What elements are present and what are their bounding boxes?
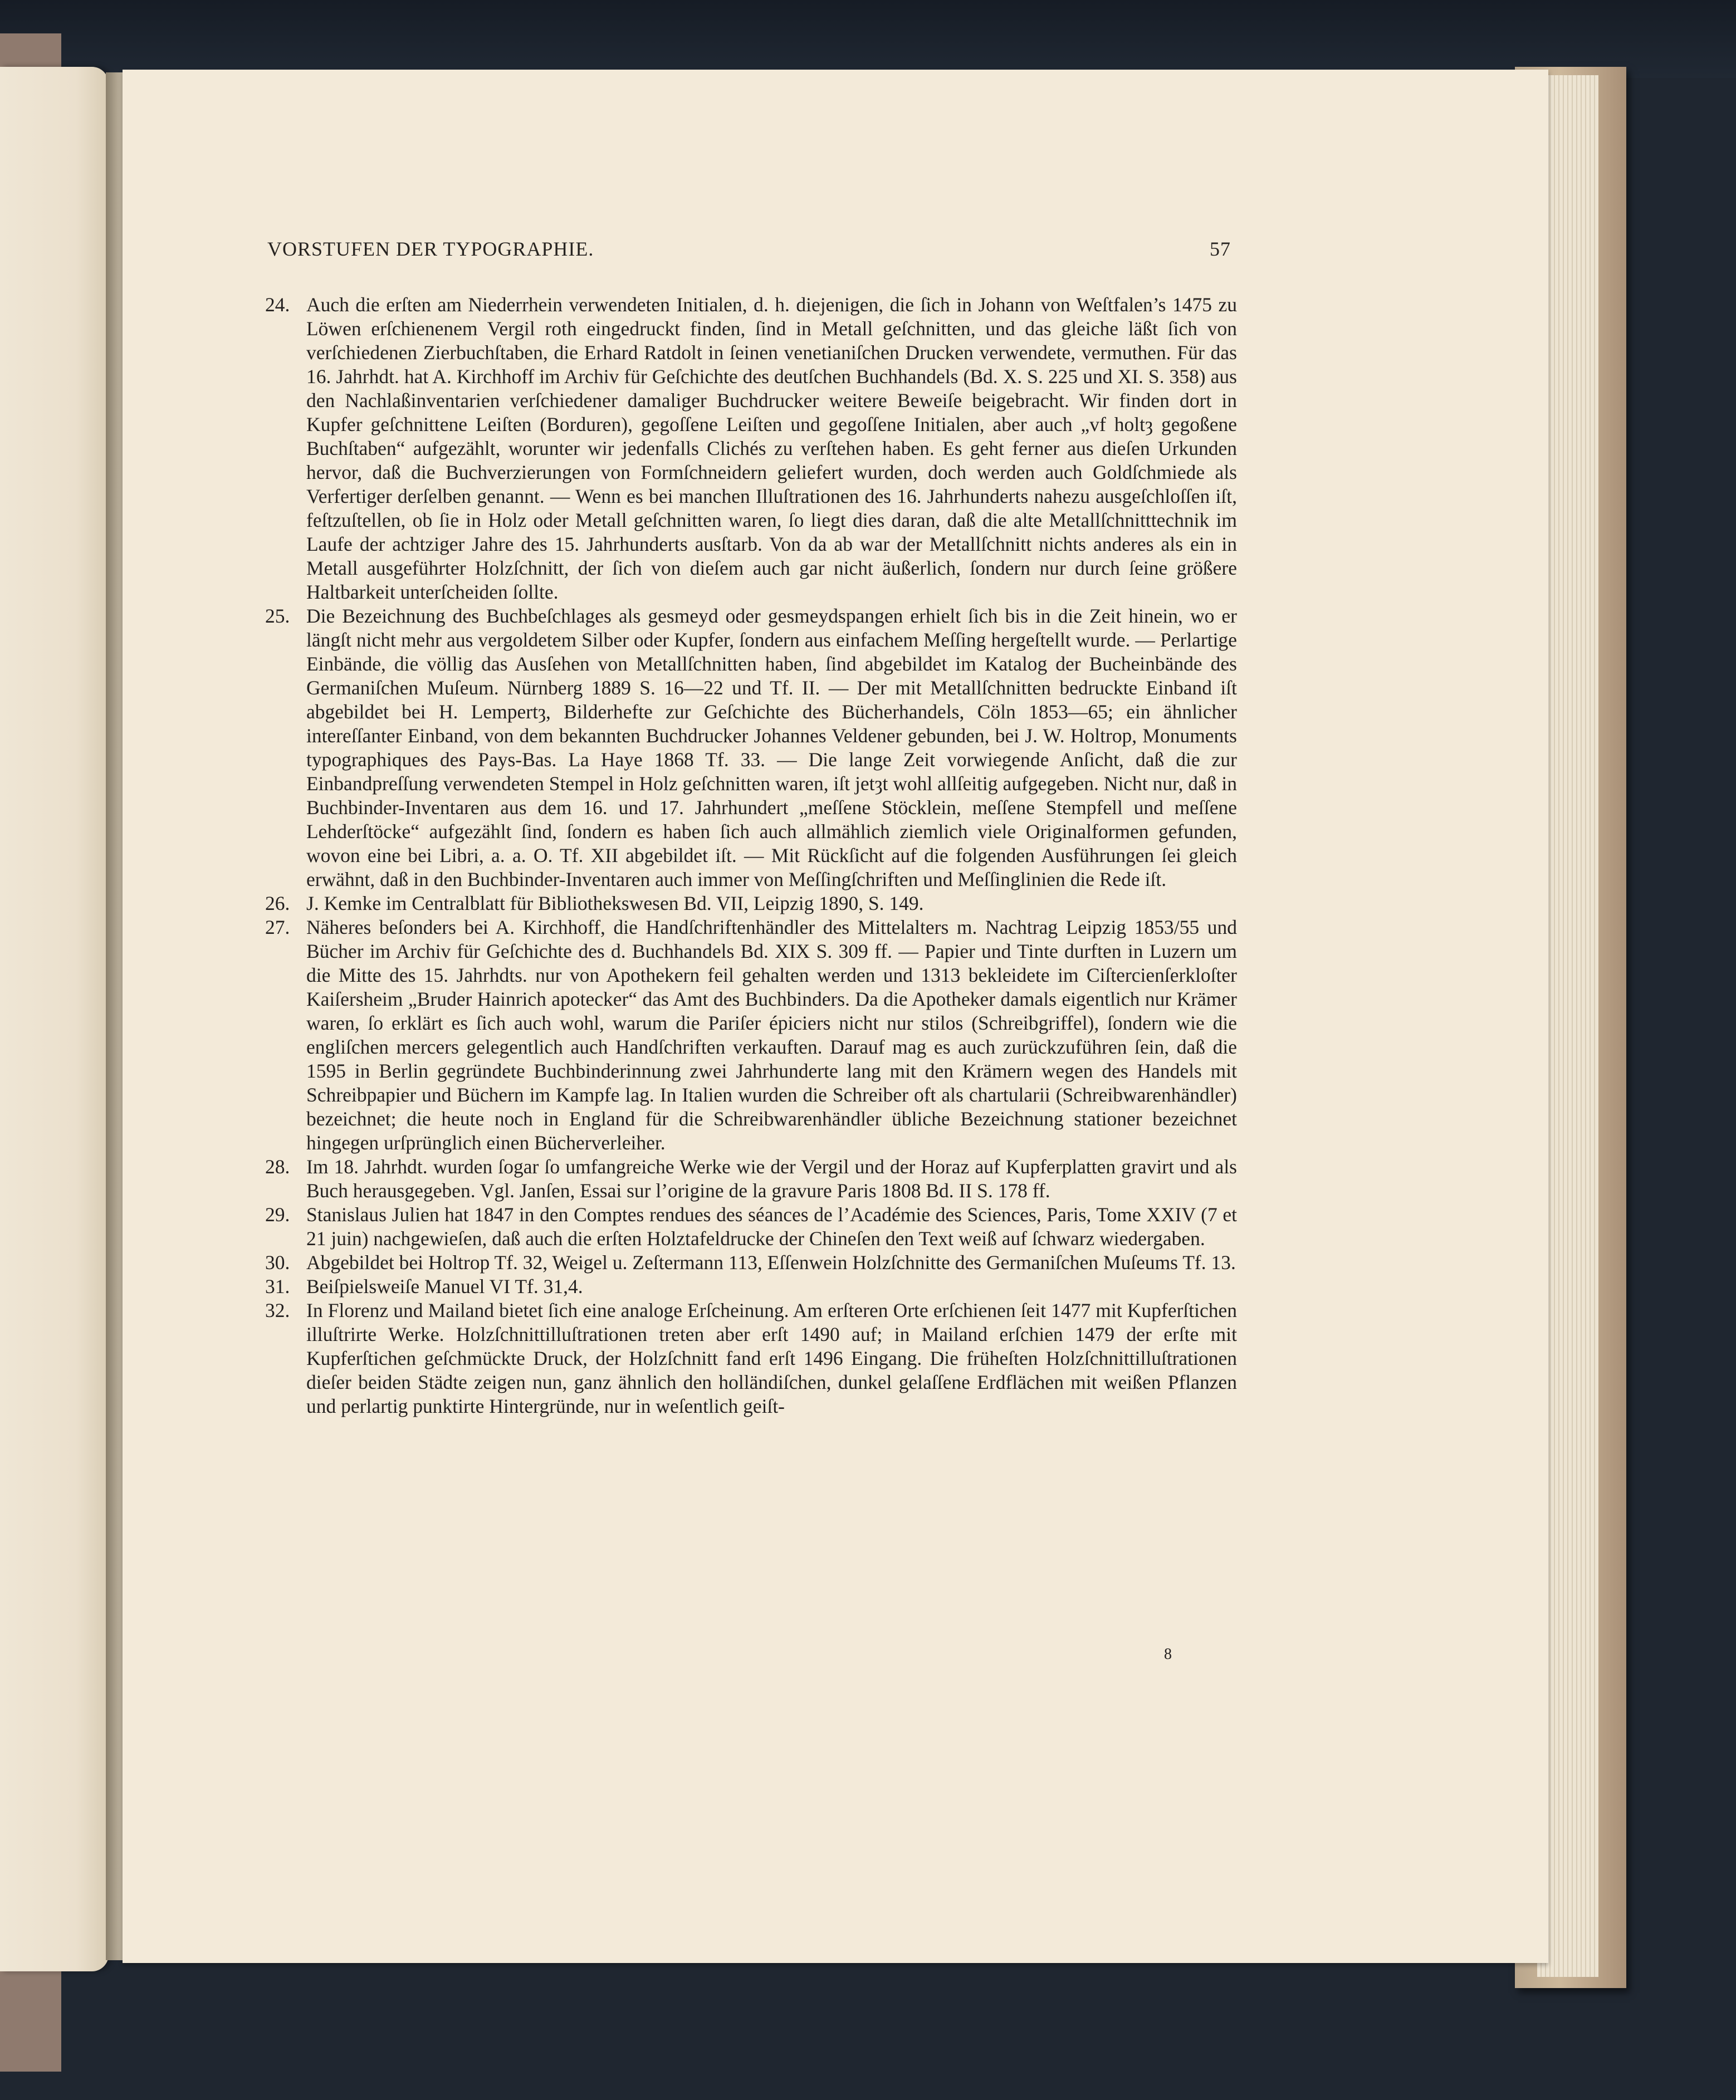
note-number: 24. [265, 293, 290, 316]
note-27 [265, 916, 1237, 1155]
note-number: 30. [265, 1251, 290, 1274]
note-text: Im 18. Jahrhdt. wurden ſogar ſo umfangreiche Werke wie der Vergil und der Horaz auf Kupferplatten gravirt und als Buch herausgegeben. Vgl. Janſen, Essai sur l’origine de la gravure Paris 1808 Bd. II S. 178 ff. [306, 1156, 1237, 1202]
running-title: VORSTUFEN DER TYPOGRAPHIE. [267, 238, 594, 260]
note-24 [265, 293, 1237, 604]
note-number: 28. [265, 1156, 290, 1178]
note-text: J. Kemke im Centralblatt für Bibliothekswesen Bd. VII, Leipzig 1890, S. 149. [306, 892, 924, 914]
left-page-edge [0, 67, 109, 1971]
note-text: Abgebildet bei Holtrop Tf. 32, Weigel u. Zeſtermann 113, Eſſenwein Holzſchnitte des Germaniſchen Muſeums Tf. 13. [306, 1251, 1236, 1274]
note-30 [265, 1251, 1237, 1275]
book-cover-background [0, 0, 1736, 78]
note-number: 29. [265, 1203, 290, 1226]
note-text: Die Bezeichnung des Buchbeſchlages als gesmeyd oder gesmeydspangen erhielt ſich bis in die Zeit hinein, wo er längſt nicht mehr aus vergoldetem Silber oder Kupfer, ſondern aus einfachem Meſſing hergeſtellt wurde. — Perlartige Einbände, die völlig das Ausſehen von Metallſchnitten haben, ſind abgebildet im Katalog der Bucheinbände des Germaniſchen Muſeum. Nürnberg 1889 S. 16—22 und Tf. II. — Der mit Metallſchnitten bedruckte Einband iſt abgebildet bei H. Lempertȝ, Bilderhefte zur Geſchichte des Bücherhandels, Cöln 1853—65; ein ähnlicher intereſſanter Einband, von dem bekannten Buchdrucker Johannes Veldener gebunden, bei J. W. Holtrop, Monuments typographiques des Pays-Bas. La Haye 1868 Tf. 33. — Die lange Zeit vorwiegende Anſicht, daß die zur Einbandpreſſung verwendeten Stempel in Holz geſchnitten waren, iſt jetȝt wohl allſeitig aufgegeben. Nicht nur, daß in Buchbinder-Inventaren aus dem 16. und 17. Jahrhundert „meſſene Stöcklein, meſſene Stempfell und meſſene Lehderſtöcke“ aufgezählt ſind, ſondern es haben ſich auch allmählich ziemlich viele Originalformen gefunden, wovon eine bei Libri, a. a. O. Tf. XII abgebildet iſt. — Mit Rückſicht auf die folgenden Ausführungen ſei gleich erwähnt, daß in den Buchbinder-Inventaren auch immer von Meſſingſchriften und Meſſinglinien die Rede iſt. [306, 605, 1237, 890]
footnotes-block [265, 293, 1237, 1418]
note-28 [265, 1155, 1237, 1203]
note-29 [265, 1203, 1237, 1251]
note-text: Beiſpielsweiſe Manuel VI Tf. 31,4. [306, 1275, 583, 1298]
note-26 [265, 892, 1237, 916]
note-text: In Florenz und Mailand bietet ſich eine analoge Erſcheinung. Am erſteren Orte erſchienen ſeit 1477 mit Kupferſtichen illuſtrirte Werke. Holzſchnittilluſtrationen treten aber erſt 1490 auf; in Mailand erſchien 1479 der erſte mit Kupferſtichen geſchmückte Druck, der Holzſchnitt fand erſt 1496 Eingang. Die früheſten Holzſchnittilluſtrationen dieſer beiden Städte zeigen nun, ganz ähnlich den holländiſchen, dunkel gelaſſene Erdflächen mit weißen Pflanzen und perlartig punktirte Hintergründe, nur in weſentlich geiſt- [306, 1299, 1237, 1417]
signature-mark: 8 [1164, 1646, 1172, 1663]
note-text: Näheres beſonders bei A. Kirchhoff, die Handſchriftenhändler des Mittelalters m. Nachtrag Leipzig 1853/55 und Bücher im Archiv für Geſchichte des d. Buchhandels Bd. XIX S. 309 ff. — Papier und Tinte durften in Luzern um die Mitte des 15. Jahrhdts. nur von Apothekern feil gehalten werden und 1313 bekleidete im Ciſtercienſerkloſter Kaiſersheim „Bruder Hainrich apotecker“ das Amt des Buchbinders. Da die Apotheker damals eigentlich nur Krämer waren, ſo erklärt es ſich auch wohl, warum die Pariſer épiciers nicht nur stilos (Schreibgriffel), ſondern wie die engliſchen mercers gelegentlich auch Handſchriften verkauften. Darauf mag es auch zurückzuführen ſein, daß die 1595 in Berlin gegründete Buchbinderinnung zwei Jahrhunderte lang mit den Krämern wegen des Handels mit Schreibpapier und Büchern im Kampfe lag. In Italien wurden die Schreiber oft als chartularii (Schreibwarenhändler) bezeichnet; die heute noch in England für die Schreibwarenhändler übliche Bezeichnung stationer bezeichnet hingegen urſprünglich einen Bücherverleiher. [306, 916, 1237, 1154]
note-text: Stanislaus Julien hat 1847 in den Comptes rendues des séances de l’Académie des Sciences, Paris, Tome XXIV (7 et 21 juin) nachgewieſen, daß auch die erſten Holztafeldrucke der Chineſen den Text weiß auf ſchwarz wiedergaben. [306, 1203, 1237, 1250]
note-31 [265, 1275, 1237, 1299]
note-text: Auch die erſten am Niederrhein verwendeten Initialen, d. h. diejenigen, die ſich in Johann von Weſtfalen’s 1475 zu Löwen erſchienenem Vergil roth eingedruckt finden, ſind in Metall geſchnitten, und das gleiche läßt ſich von verſchiedenen Zierbuchſtaben, die Erhard Ratdolt in ſeinen venetianiſchen Drucken verwendete, vermuthen. Für das 16. Jahrhdt. hat A. Kirchhoff im Archiv für Geſchichte des deutſchen Buchhandels (Bd. X. S. 225 und XI. S. 358) aus den Nachlaßinventarien verſchiedener damaliger Buchdrucker weitere Beweiſe beigebracht. Wir finden dort in Kupfer geſchnittene Leiſten (Borduren), gegoſſene Leiſten und gegoſſene Initialen, aber auch „vf holtȝ gegoßene Buchſtaben“ aufgezählt, worunter wir jedenfalls Clichés zu verſtehen haben. Es geht ferner aus dieſen Urkunden hervor, daß die Buchverzierungen von Formſchneidern geliefert wurden, doch werden auch Goldſchmiede als Verfertiger derſelben genannt. — Wenn es bei manchen Illuſtrationen des 16. Jahrhunderts nahezu ausgeſchloſſen iſt, feſtzuſtellen, ob ſie in Holz oder Metall geſchnitten waren, ſo liegt dies daran, daß die alte Metallſchnitttechnik im Laufe der achtziger Jahre des 15. Jahrhunderts ausſtarb. Von da ab war der Metallſchnitt nichts anderes als ein in Metall ausgeführter Holzſchnitt, der ſich von dieſem auch gar nicht äußerlich, ſondern nur durch ſeine größere Haltbarkeit unterſcheiden ſollte. [306, 293, 1237, 603]
note-number: 26. [265, 892, 290, 914]
note-number: 25. [265, 605, 290, 627]
note-number: 31. [265, 1275, 290, 1298]
note-32 [265, 1299, 1237, 1418]
page-number: 57 [1210, 238, 1231, 260]
note-25 [265, 604, 1237, 892]
note-number: 32. [265, 1299, 290, 1321]
note-number: 27. [265, 916, 290, 938]
running-header [267, 237, 1231, 271]
